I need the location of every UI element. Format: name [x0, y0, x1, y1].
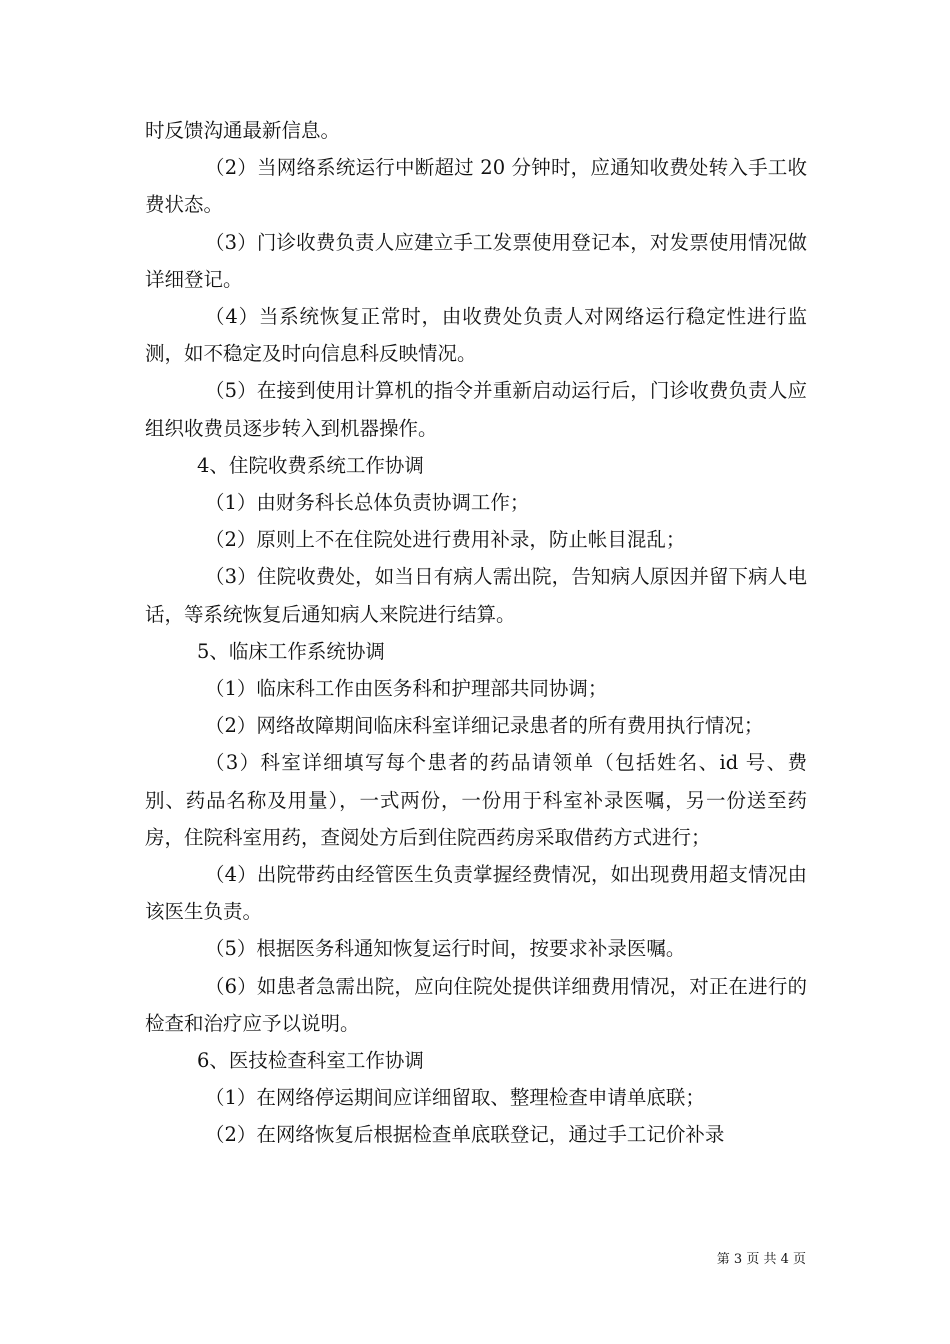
- paragraph-item-3: （3）住院收费处，如当日有病人需出院，告知病人原因并留下病人电话，等系统恢复后通知病人来院进行结算。: [145, 565, 807, 626]
- section-heading-4: 4、住院收费系统工作协调: [197, 453, 424, 477]
- paragraph-item-2: （2）原则上不在住院处进行费用补录，防止帐目混乱；: [205, 528, 686, 552]
- paragraph-item-2: （2）在网络恢复后根据检查单底联登记，通过手工记价补录: [205, 1123, 725, 1147]
- paragraph-item-5: （5）在接到使用计算机的指令并重新启动运行后，门诊收费负责人应组织收费员逐步转入到机器操作。: [145, 379, 807, 440]
- section-heading-5: 5、临床工作系统协调: [197, 639, 385, 663]
- paragraph-item-1: （1）在网络停运期间应详细留取、整理检查申请单底联；: [205, 1086, 705, 1110]
- paragraph-item-5: （5）根据医务科通知恢复运行时间，按要求补录医嘱。: [205, 937, 686, 961]
- document-body: [145, 112, 807, 1154]
- paragraph-continuation: 时反馈沟通最新信息。: [145, 119, 341, 142]
- paragraph-item-1: （1）临床科工作由医务科和护理部共同协调；: [205, 677, 608, 701]
- paragraph-item-3: （3）门诊收费负责人应建立手工发票使用登记本，对发票使用情况做详细登记。: [145, 230, 807, 291]
- paragraph-item-3: （3）科室详细填写每个患者的药品请领单（包括姓名、id 号、费别、药品名称及用量），一式两份，一份用于科室补录医嘱，另一份送至药房，住院科室用药，查阅处方后到住院西药房采取借药方式进行；: [145, 751, 807, 849]
- paragraph-item-1: （1）由财务科长总体负责协调工作；: [205, 491, 530, 515]
- section-heading-6: 6、医技检查科室工作协调: [197, 1049, 424, 1073]
- paragraph-item-4: （4）当系统恢复正常时，由收费处负责人对网络运行稳定性进行监测，如不稳定及时向信息科反映情况。: [145, 305, 807, 366]
- paragraph-item-2: （2）当网络系统运行中断超过 20 分钟时，应通知收费处转入手工收费状态。: [145, 156, 807, 217]
- paragraph-item-6: （6）如患者急需出院，应向住院处提供详细费用情况，对正在进行的检查和治疗应予以说明。: [145, 974, 807, 1035]
- paragraph-item-2: （2）网络故障期间临床科室详细记录患者的所有费用执行情况；: [205, 714, 764, 738]
- page-number-footer: 第 3 页 共 4 页: [716, 1252, 806, 1267]
- paragraph-item-4: （4）出院带药由经管医生负责掌握经费情况，如出现费用超支情况由该医生负责。: [145, 863, 807, 924]
